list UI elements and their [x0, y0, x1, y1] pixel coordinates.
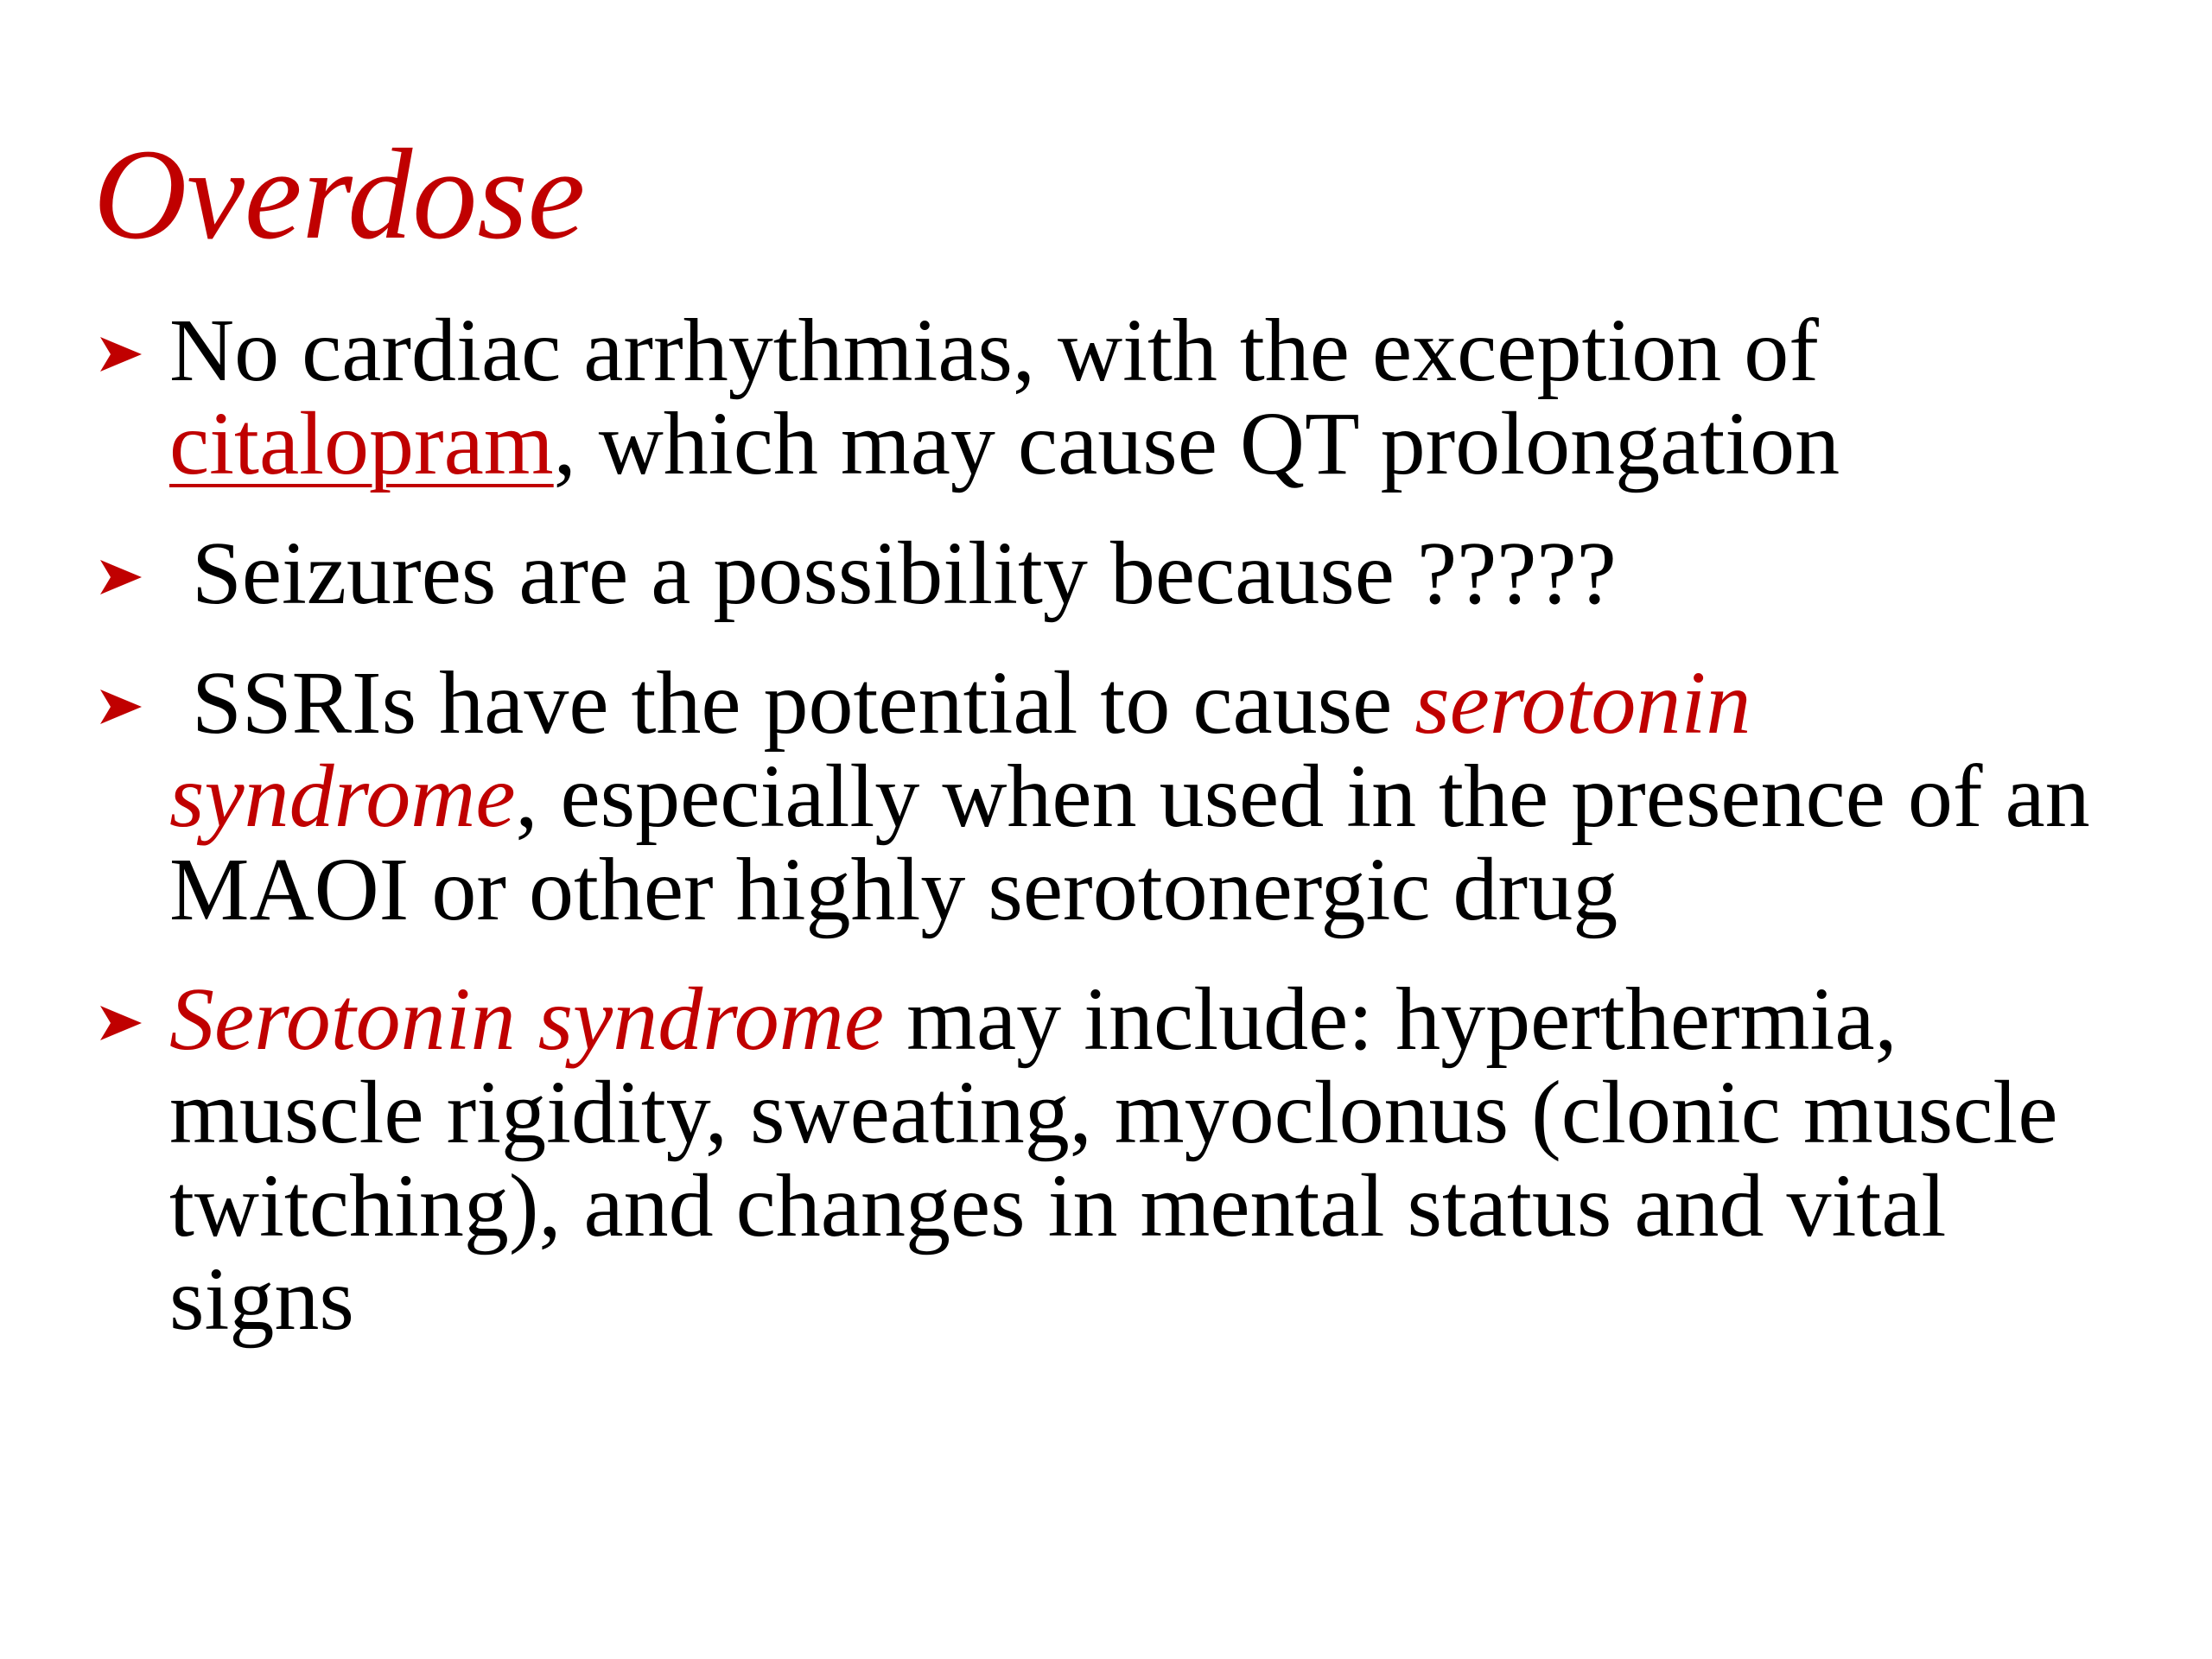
bullet-text: , especially when used in the presence of an	[515, 747, 2090, 846]
bullet-line	[169, 1156, 2202, 1255]
bullet-item	[93, 969, 2202, 1349]
bullet-text: , which may cause QT prolongation	[553, 394, 1840, 493]
bullet-line	[169, 301, 2202, 400]
emphasis-text: serotonin	[1414, 653, 1751, 753]
bullet-item	[93, 653, 2202, 939]
slide-title: Overdose	[93, 123, 586, 266]
bullet-line	[169, 1063, 2202, 1162]
bullet-item	[93, 524, 2202, 623]
emphasis-text: Serotonin syndrome	[169, 969, 885, 1069]
bullet-text: signs	[169, 1249, 354, 1349]
bullet-line	[169, 747, 2202, 846]
bullet-text: No cardiac arrhythmias, with the exception of	[169, 301, 1819, 400]
bullet-line	[169, 969, 2202, 1069]
arrowhead-bullet-icon	[99, 1004, 143, 1042]
emphasis-text: syndrome	[169, 747, 516, 846]
bullet-list	[93, 301, 2202, 1349]
bullet-text: may include: hyperthermia,	[884, 969, 1897, 1069]
arrowhead-bullet-icon	[99, 558, 143, 596]
citalopram-link[interactable]: citalopram	[169, 394, 554, 493]
bullet-line	[169, 394, 2202, 493]
bullet-item	[93, 301, 2202, 493]
bullet-line	[169, 524, 2202, 623]
bullet-line	[169, 840, 2202, 939]
arrowhead-bullet-icon	[99, 688, 143, 726]
bullet-line	[169, 1249, 2202, 1349]
bullet-text: twitching), and changes in mental status and vital	[169, 1156, 1947, 1255]
bullet-text: muscle rigidity, sweating, myoclonus (clonic muscle	[169, 1063, 2058, 1162]
arrowhead-bullet-icon	[99, 335, 143, 373]
bullet-line	[169, 653, 2202, 753]
bullet-text: MAOI or other highly serotonergic drug	[169, 840, 1618, 939]
bullet-text: SSRIs have the potential to cause	[169, 653, 1415, 753]
bullet-text: Seizures are a possibility because ?????	[169, 524, 1617, 623]
